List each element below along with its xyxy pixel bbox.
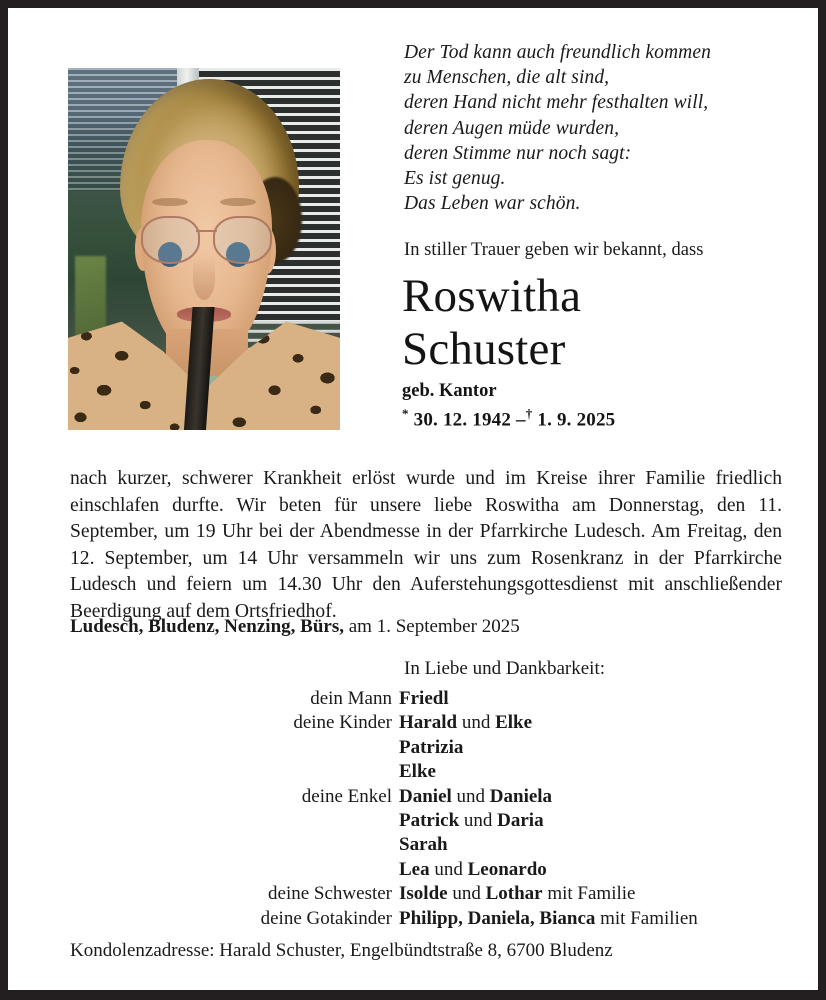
places-line: [70, 616, 520, 638]
family-row: [70, 809, 782, 833]
life-dates: [402, 402, 792, 431]
poem-line: Das Leben war schön.: [404, 193, 581, 215]
family-row: [70, 687, 782, 711]
family-relation-label: [70, 858, 399, 882]
poem-line: Der Tod kann auch freundlich kommen: [404, 42, 711, 63]
family-relation-label: deine Enkel: [301, 785, 392, 807]
surname: Schuster: [402, 323, 566, 375]
family-relation-label: deine Kinder: [293, 712, 392, 734]
maiden-name: geb. Kantor: [402, 381, 497, 401]
birth-star-icon: *: [402, 406, 409, 421]
family-row: [70, 907, 782, 931]
family-row: [70, 736, 782, 760]
family-member-names: Philipp, Daniela, Bianca mit Familien: [399, 907, 698, 929]
notice-inner: [8, 8, 818, 990]
thanks-heading: In Liebe und Dankbarkeit:: [404, 658, 606, 679]
family-row: [70, 760, 782, 784]
family-row: [70, 785, 782, 809]
family-row: [70, 711, 782, 735]
deceased-photo: [68, 68, 340, 430]
family-member-names: Patrizia: [399, 736, 464, 758]
poem-line: zu Menschen, die alt sind,: [404, 67, 610, 89]
family-member-names: Sarah: [399, 834, 448, 856]
family-member-names: Lea und Leonardo: [399, 858, 547, 880]
family-relation-label: [70, 809, 399, 833]
poem-line: deren Hand nicht mehr festhalten will,: [404, 92, 709, 114]
poem-line: deren Stimme nur noch sagt:: [404, 142, 632, 164]
family-relation-label: dein Mann: [310, 688, 392, 709]
family-row: [70, 882, 782, 906]
family-member-names: Isolde und Lothar mit Familie: [399, 883, 636, 905]
family-member-names: Harald und Elke: [399, 712, 533, 734]
family-row: [70, 858, 782, 882]
date-separator: –: [516, 409, 526, 431]
family-relation-label: [70, 833, 399, 857]
places-date: am 1. September 2025: [343, 616, 520, 637]
name-block: [402, 270, 792, 431]
family-relation-label: [70, 736, 399, 760]
family-row: [70, 833, 782, 857]
poem-line: Es ist genug.: [404, 168, 506, 190]
family-member-names: Friedl: [399, 688, 449, 709]
condolence-address: Kondolenzadresse: Harald Schuster, Engelbündtstraße 8, 6700 Bludenz: [70, 940, 613, 961]
family-relation-label: deine Schwester: [268, 883, 392, 905]
places-list: Ludesch, Bludenz, Nenzing, Bürs,: [70, 616, 344, 637]
memorial-poem: [404, 40, 784, 216]
family-member-names: Patrick und Daria: [399, 810, 544, 832]
family-list: [70, 687, 782, 931]
photo-lens-left: [141, 216, 200, 263]
photo-glasses: [141, 216, 272, 259]
death-cross-icon: †: [525, 406, 533, 421]
photo-nose: [193, 256, 215, 299]
family-member-names: Daniel und Daniela: [399, 785, 553, 807]
obituary-body: nach kurzer, schwerer Krankheit erlöst wurde und im Kreise ihrer Familie friedlich einschlafen durfte. Wir beten für unsere liebe Roswitha am Donnerstag, den 11. September, um 19 Uhr bei der Abendmesse in der Pfarrkirche Ludesch. Am Freitag, den 12. September, um 14 Uhr versammeln wir uns zum Rosenkranz in der Pfarrkirche Ludesch und feiern um 14.30 Uhr den Auferstehungsgottesdienst mit anschließender Beerdigung auf dem Ortsfriedhof.: [70, 468, 782, 622]
photo-lens-right: [213, 216, 272, 263]
photo-content: [68, 68, 340, 430]
given-name: Roswitha: [402, 270, 582, 322]
family-relation-label: [70, 760, 399, 784]
announcement-text: In stiller Trauer geben wir bekannt, dass: [404, 240, 704, 260]
poem-line: deren Augen müde wurden,: [404, 117, 620, 139]
family-member-names: Elke: [399, 761, 436, 783]
family-relation-label: deine Gotakinder: [260, 907, 392, 929]
death-date: 1. 9. 2025: [537, 409, 616, 431]
birth-date: 30. 12. 1942: [413, 409, 512, 431]
